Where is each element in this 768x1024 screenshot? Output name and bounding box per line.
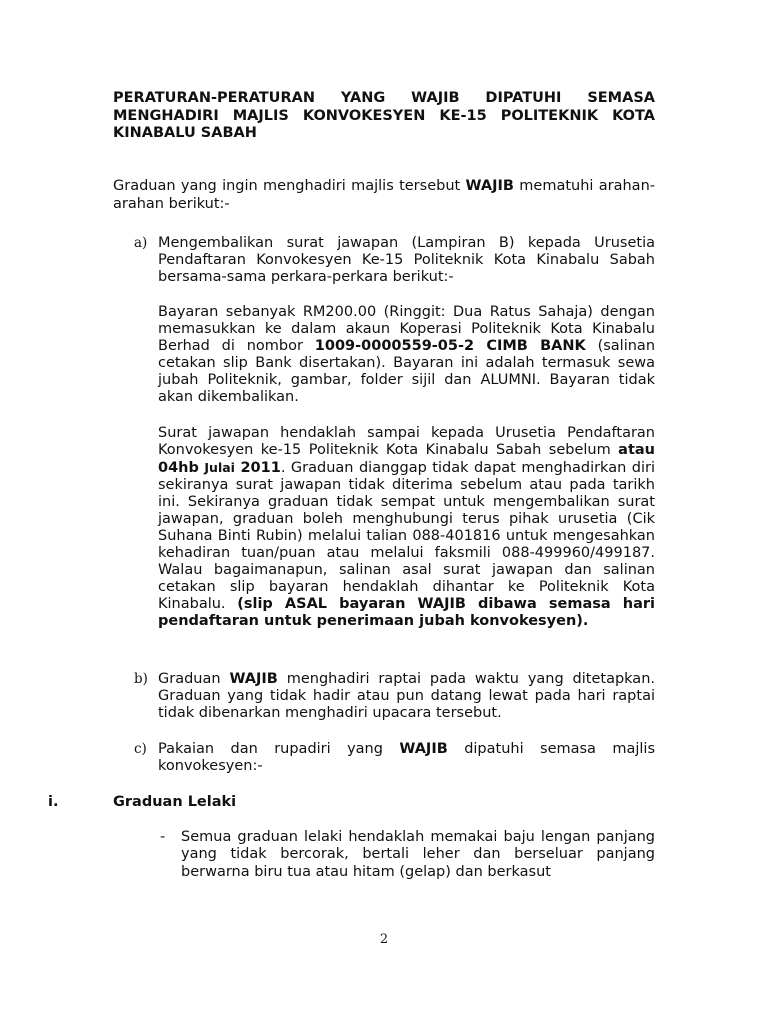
item-a-paragraph-3: [158, 425, 655, 630]
intro-text-before: Graduan yang ingin menghadiri majlis tersebut: [113, 178, 466, 194]
item-a-p2-before: Bayaran sebanyak RM200.00 (Ringgit: Dua Ratus Sahaja) dengan memasukkan ke dalam akaun Koperasi Politeknik Kota Kinabalu Berhad di nombor: [158, 304, 655, 354]
item-a-p3-after: . Graduan dianggap tidak dapat menghadirkan diri sekiranya surat jawapan tidak diterima sebelum atau pada tarikh ini. Sekiranya graduan tidak sempat untuk mengembalikan surat jawapan, graduan boleh menghubungi terus pihak urusetia (Cik Suhana Binti Rubin) melalui talian 088-401816 untuk mengesahkan kehadiran tuan/puan atau melalui faksmili 088-499960/499187. Walau bagaimanapun, salinan asal surat jawapan dan salinan cetakan slip bayaran hendaklah dihantar ke Politeknik Kota Kinabalu.: [158, 460, 655, 612]
item-b-after: menghadiri raptai pada waktu yang ditetapkan. Graduan yang tidak hadir atau pun datang lewat pada hari raptai tidak dibenarkan menghadiri upacara tersebut.: [158, 671, 655, 721]
item-c-marker: c): [134, 741, 147, 757]
item-a-p3-bold-note: (slip ASAL bayaran WAJIB dibawa semasa hari pendaftaran untuk penerimaan jubah konvokesyen).: [158, 596, 655, 629]
item-a-p3-date-year: 2011: [240, 460, 281, 476]
item-c-after: dipatuhi semasa majlis konvokesyen:-: [158, 741, 655, 774]
section-i-number: i.: [48, 794, 59, 810]
item-b-paragraph: [158, 671, 655, 722]
section-i-title: Graduan Lelaki: [113, 794, 237, 810]
item-b-bold-wajib: WAJIB: [229, 671, 278, 687]
item-b-before: Graduan: [158, 671, 230, 687]
item-a-p3-before: Surat jawapan hendaklah sampai kepada Urusetia Pendaftaran Konvokesyen ke-15 Politeknik Kota Kinabalu Sabah sebelum: [158, 425, 655, 458]
item-a-marker: a): [134, 235, 148, 251]
item-a-paragraph-2: [158, 304, 655, 406]
section-i-bullet: -: [160, 829, 166, 845]
intro-paragraph: [113, 178, 655, 213]
item-c-paragraph: [158, 741, 655, 775]
item-a-p2-account: 1009-0000559-05-2 CIMB BANK: [314, 338, 586, 354]
item-a-p2-after: (salinan cetakan slip Bank disertakan). Bayaran ini adalah termasuk sewa jubah Politeknik, gambar, folder sijil dan ALUMNI. Bayaran tidak akan dikembalikan.: [158, 338, 656, 405]
item-a-p3-date-part1: atau 04hb: [158, 442, 655, 476]
document-title: PERATURAN-PERATURAN YANG WAJIB DIPATUHI SEMASA MENGHADIRI MAJLIS KONVOKESYEN KE-15 POLITEKNIK KOTA KINABALU SABAH: [113, 90, 655, 141]
item-b-marker: b): [134, 671, 148, 687]
item-a-p3-date-month: Julai: [204, 460, 235, 475]
item-c-bold-wajib: WAJIB: [399, 741, 448, 757]
intro-text-after: mematuhi arahan-arahan berikut:-: [113, 178, 655, 212]
item-a-paragraph-1: [158, 235, 655, 286]
item-c-before: Pakaian dan rupadiri yang: [158, 741, 400, 757]
page-number: 2: [379, 932, 389, 947]
item-a-p1-text: Mengembalikan surat jawapan (Lampiran B) kepada Urusetia Pendaftaran Konvokesyen Ke-15 Politeknik Kota Kinabalu Sabah bersama-sama perkara-perkara berikut:-: [158, 235, 655, 285]
intro-bold-wajib: WAJIB: [465, 178, 514, 194]
section-i-text: Semua graduan lelaki hendaklah memakai baju lengan panjang yang tidak bercorak, bertali leher dan berseluar panjang berwarna biru tua atau hitam (gelap) dan berkasut: [181, 829, 655, 880]
